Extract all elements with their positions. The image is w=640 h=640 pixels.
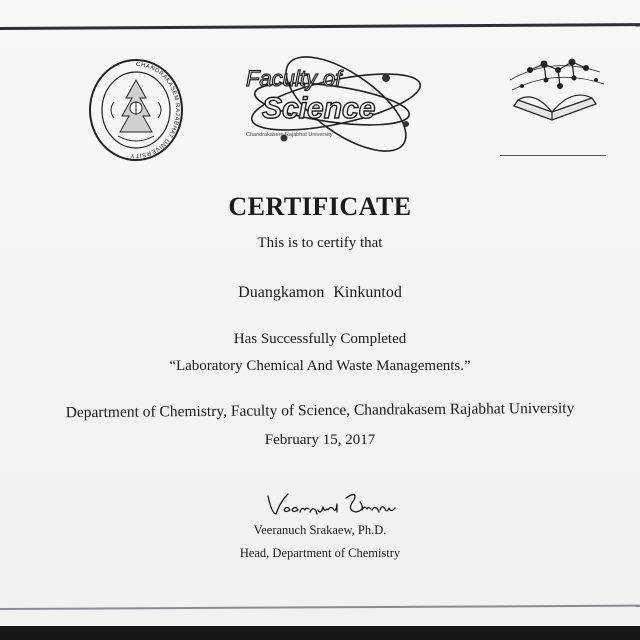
logo-underline: [500, 155, 606, 156]
open-book-molecule-icon: [500, 50, 610, 130]
faculty-logo-line2: Science: [262, 92, 376, 125]
bottom-dark-edge: [0, 626, 640, 640]
university-seal-icon: [88, 58, 184, 162]
handwritten-signature: [262, 488, 402, 522]
recipient-name: Duangkamon Kinkuntod: [238, 284, 402, 301]
faculty-of-science-logo: [236, 52, 432, 156]
signatory-name: Veeranuch Srakaew, Ph.D.: [253, 523, 387, 537]
faculty-logo-subtitle: Chandrakasem Rajabhat University: [246, 132, 333, 138]
signatory-title: Head, Department of Chemistry: [239, 546, 401, 560]
department-line: Department of Chemistry, Faculty of Science, Chandrakasem Rajabhat University: [65, 399, 575, 422]
course-title: “Laboratory Chemical And Waste Managements.”: [169, 358, 471, 374]
certificate-date: February 15, 2017: [264, 432, 376, 448]
completed-line: Has Successfully Completed: [233, 331, 407, 347]
seal-ring-text: CHANDRAKASEM RAJABHAT UNIVERSITY: [130, 61, 180, 159]
certificate-title: CERTIFICATE: [228, 192, 412, 221]
certify-line: This is to certify that: [257, 235, 383, 251]
faculty-logo-line1: Faculty of: [246, 66, 342, 91]
